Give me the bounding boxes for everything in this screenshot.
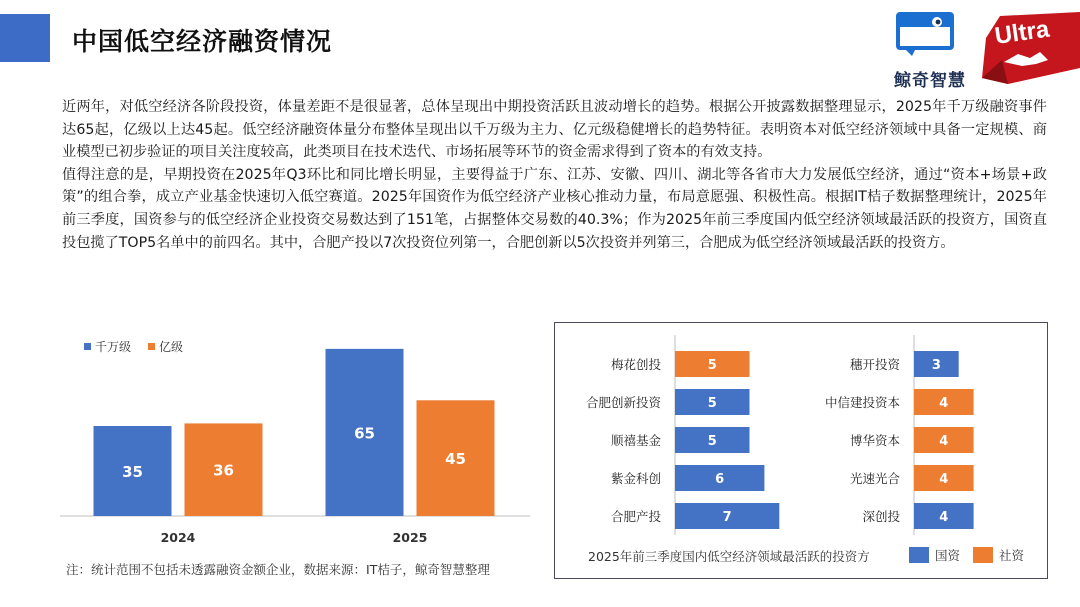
brand-name-en: Ultra [993, 15, 1051, 50]
legend-swatch-社资 [973, 547, 993, 563]
footnote: 注：统计范围不包括未透露融资金额企业，数据来源：IT桔子，鲸奇智慧整理 [66, 562, 490, 577]
investor-name: 紫金科创 [610, 471, 661, 486]
right-chart-title: 2025年前三季度国内低空经济领域最活跃的投资方 [588, 549, 870, 564]
financing-scale-chart [60, 320, 530, 555]
investor-bar-value: 4 [939, 472, 949, 487]
investor-name: 深创投 [862, 509, 900, 524]
investor-bar-value: 4 [939, 396, 949, 411]
investor-bar-value: 4 [939, 510, 949, 525]
bar-label-2024-1: 36 [213, 461, 234, 480]
legend-swatch-国资 [909, 547, 929, 563]
active-investors-chart-svg [555, 323, 1046, 577]
x-tick-2025: 2025 [392, 530, 428, 545]
legend-swatch-1 [148, 343, 155, 350]
investor-name: 穗开投资 [849, 357, 900, 372]
investor-name: 中信建投资本 [824, 395, 900, 410]
ultra-logo-icon [978, 8, 1080, 84]
investor-name: 合肥创新投资 [585, 395, 661, 410]
x-tick-2024: 2024 [160, 530, 196, 545]
legend-label-0: 千万级 [95, 340, 132, 354]
investor-bar-value: 6 [715, 472, 725, 487]
legend-swatch-0 [84, 343, 91, 350]
body-paragraph: 值得注意的是，早期投资在2025年Q3环比和同比增长明显，主要得益于广东、江苏、安徽、四川、湖北等各省市大力发展低空经济，通过“资本+场景+政策”的组合拳，成立产业基金快速切入低空赛道。2025年国资作为低空经济产业核心推动力量，布局意愿强、积极性高。根据IT桔子数据整理统计，2025年前三季度，国资参与的低空经济企业投资交易数达到了151笔，占据整体交易数的40.3%；作为2025年前三季度国内低空经济领域最活跃的投资方，国资直投包揽了TOP5名单中的前四名。其中，合肥产投以7次投资位列第一，合肥创新以5次投资并列第三，合肥成为低空经济领域最活跃的投资方。 [62, 166, 1047, 251]
investor-name: 光速光合 [849, 471, 900, 486]
page-title: 中国低空经济融资情况 [72, 27, 333, 56]
whale-logo-icon [896, 12, 954, 58]
legend-label-1: 亿级 [159, 340, 184, 354]
investor-bar-value: 5 [707, 396, 717, 411]
investor-name: 合肥产投 [610, 509, 661, 524]
brand-logo [890, 10, 970, 90]
body-text [62, 96, 1047, 254]
legend-label-国资: 国资 [935, 548, 961, 563]
investor-name: 梅花创投 [610, 357, 661, 372]
financing-scale-chart-svg [60, 320, 530, 555]
investor-bar-value: 4 [939, 434, 949, 449]
title-accent-block [0, 14, 50, 62]
legend-label-社资: 社资 [999, 548, 1025, 563]
ultra-logo [978, 8, 1080, 84]
investor-name: 顺禧基金 [610, 433, 661, 448]
investor-bar-value: 3 [931, 358, 941, 373]
investor-bar-value: 5 [707, 434, 717, 449]
investor-name: 博华资本 [849, 433, 900, 448]
brand-name-cn: 鲸奇智慧 [894, 71, 966, 91]
active-investors-chart [554, 322, 1048, 579]
body-paragraph: 近两年，对低空经济各阶段投资，体量差距不是很显著，总体呈现出中期投资活跃且波动增长的趋势。根据公开披露数据整理显示，2025年千万级融资事件达65起，亿级以上达45起。低空经济融资体量分布整体呈现出以千万级为主力、亿元级稳健增长的趋势特征。表明资本对低空经济领域中具备一定规模、商业模型已初步验证的项目关注度较高，此类项目在技术迭代、市场拓展等环节的资金需求得到了资本的有效支持。 [62, 99, 1047, 161]
bar-label-2024-0: 35 [122, 463, 143, 481]
bar-label-2025-0: 65 [354, 424, 375, 443]
investor-bar-value: 5 [707, 358, 717, 373]
investor-bar-value: 7 [722, 510, 732, 525]
bar-label-2025-1: 45 [445, 450, 466, 469]
